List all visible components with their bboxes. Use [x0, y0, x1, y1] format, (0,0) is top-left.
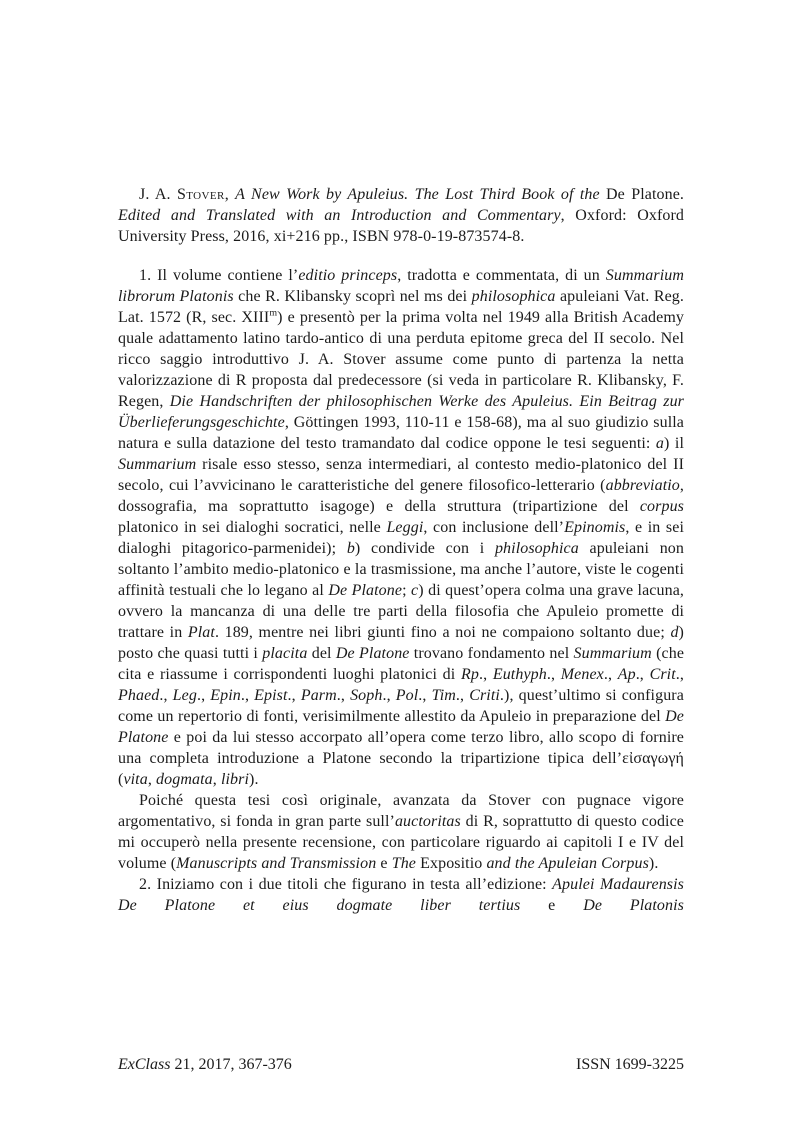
footer-journal-citation: ExClass 21, 2017, 367-376: [118, 1056, 292, 1073]
page-footer: [118, 1054, 684, 1075]
review-paragraph-3: 2. Iniziamo con i due titoli che figurano in testa all’edizione: Apulei Madaurensis De Platone et eius dogmate liber tertius e De Platonis: [118, 876, 685, 914]
review-paragraph-2: Poiché questa tesi così originale, avanzata da Stover con pugnace vigore argomentativo, si fonda in gran parte sull’auctoritas di R, soprattutto di questo codice mi occuperò nella presente recensione, con particolare riguardo ai capitoli I e IV del volume (Manuscripts and Transmission e The Expositio and the Apuleian Corpus).: [118, 792, 684, 872]
footer-issn: ISSN 1699-3225: [575, 1056, 684, 1073]
review-heading: J. A. Stover, A New Work by Apuleius. The Lost Third Book of the De Platone. Edited and Translated with an Introduction and Commentary, Oxford: Oxford University Press, 2016, xi+216 pp., ISBN 978-0-19-873574-8.: [118, 186, 685, 245]
review-paragraph-1: 1. Il volume contiene l’editio princeps, tradotta e commentata, di un Summarium librorum Platonis che R. Klibansky scoprì nel ms dei philosophica apuleiani Vat. Reg. Lat. 1572 (R, sec. XIII$^m$) e presentò per la prima volta nel 1949 alla British Academy quale adattamento latino tardo-antico di una perduta epitome greca del II secolo. Nel ricco saggio introduttivo J. A. Stover assume come punto di partenza la netta valorizzazione di R proposta dal predecessore (si veda in particolare R. Klibansky, F. Regen, Die Handschriften der philosophischen Werke des Apuleius. Ein Beitrag zur Überlieferungsgeschichte, Göttingen 1993, 110-11 e 158-68), ma al suo giudizio sulla natura e sulla datazione del testo tramandato dal codice oppone le tesi seguenti: a) il Summarium risale esso stesso, senza intermediari, al contesto medio-platonico del II secolo, cui l’avvicinano le caratteristiche del genere filosofico-letterario (abbreviatio, dossografia, ma soprattutto isagoge) e della struttura (tripartizione del corpus platonico in sei dialoghi socratici, nelle Leggi, con inclusione dell’Epinomis, e in sei dialoghi pitagorico-parmenidei); b) condivide con i philosophica apuleiani non soltanto l’ambito medio-platonico e la trasmissione, ma anche l’autore, viste le cogenti affinità testuali che lo legano al De Platone; c) di quest’opera colma una grave lacuna, ovvero la mancanza di una delle tre parti della filosofia che Apuleio promette di trattare in Plat. 189, mentre nei libri giunti fino a noi ne compaiono soltanto due; d) posto che quasi tutti i placita del De Platone trovano fondamento nel Summarium (che cita e riassume i corrispondenti luoghi platonici di Rp., Euthyph., Menex., Ap., Crit., Phaed., Leg., Epin., Epist., Parm., Soph., Pol., Tim., Criti.), quest’ultimo si configura come un repertorio di fonti, verisimilmente allestito da Apuleio in preparazione del De Platone e poi da lui stesso accorpato all’opera come terzo libro, allo scopo di fornire una completa introduzione a Platone secondo la tripartizione tipica dell’εἰσαγωγή (vita, dogmata, libri).: [118, 267, 685, 788]
review-text-block: [118, 184, 684, 916]
